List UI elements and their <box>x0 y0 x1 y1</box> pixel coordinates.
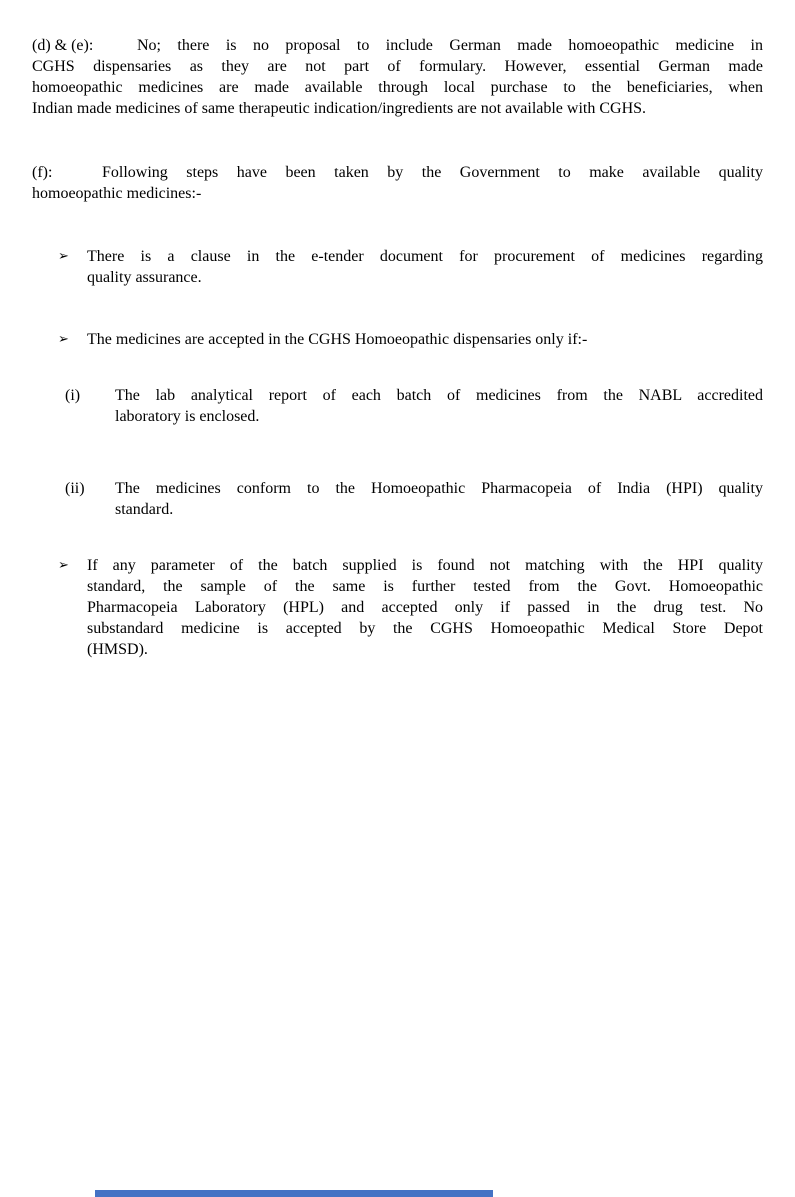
text-line: CGHS dispensaries as they are not part of formulary. However, essential German made <box>32 58 763 75</box>
paragraph-label-f: (f): <box>32 164 53 181</box>
text-line: If any parameter of the batch supplied is found not matching with the HPI quality <box>87 557 763 574</box>
text-line: homoeopathic medicines:- <box>32 185 202 202</box>
list-item-label-i: (i) <box>65 387 81 404</box>
bullet-item-acceptance-condition <box>32 329 763 350</box>
text-line: The medicines conform to the Homoeopathic Pharmacopeia of India (HPI) quality <box>115 480 763 497</box>
document-content <box>32 35 763 660</box>
bullet-arrow-icon: ➢ <box>58 249 69 264</box>
text-line: laboratory is enclosed. <box>115 408 260 425</box>
text-line: standard. <box>115 501 174 518</box>
text-line: substandard medicine is accepted by the CGHS Homoeopathic Medical Store Depot <box>87 620 763 637</box>
list-item-label-ii: (ii) <box>65 480 85 497</box>
text-line: No; there is no proposal to include German made homoeopathic medicine in <box>137 37 763 54</box>
list-item-i <box>32 385 763 427</box>
footer-highlight-bar <box>95 1190 493 1197</box>
text-line: The medicines are accepted in the CGHS Homoeopathic dispensaries only if:- <box>87 331 588 348</box>
bullet-item-hpl-testing <box>32 555 763 660</box>
paragraph-d-e <box>32 35 763 119</box>
text-line: There is a clause in the e-tender document for procurement of medicines regarding <box>87 248 763 265</box>
text-line: Indian made medicines of same therapeutic indication/ingredients are not available with CGHS. <box>32 100 647 117</box>
paragraph-label-d-e: (d) & (e): <box>32 37 94 54</box>
list-item-ii <box>32 478 763 520</box>
text-line: Pharmacopeia Laboratory (HPL) and accepted only if passed in the drug test. No <box>87 599 763 616</box>
bullet-item-quality-assurance <box>32 246 763 288</box>
bullet-arrow-icon: ➢ <box>58 332 69 347</box>
text-line: standard, the sample of the same is further tested from the Govt. Homoeopathic <box>87 578 763 595</box>
text-line: Following steps have been taken by the Government to make available quality <box>102 164 763 181</box>
text-line: homoeopathic medicines are made available through local purchase to the beneficiaries, when <box>32 79 763 96</box>
text-line: The lab analytical report of each batch of medicines from the NABL accredited <box>115 387 763 404</box>
paragraph-f <box>32 162 763 204</box>
text-line: quality assurance. <box>87 269 202 286</box>
bullet-arrow-icon: ➢ <box>58 558 69 573</box>
text-line: (HMSD). <box>87 641 148 658</box>
